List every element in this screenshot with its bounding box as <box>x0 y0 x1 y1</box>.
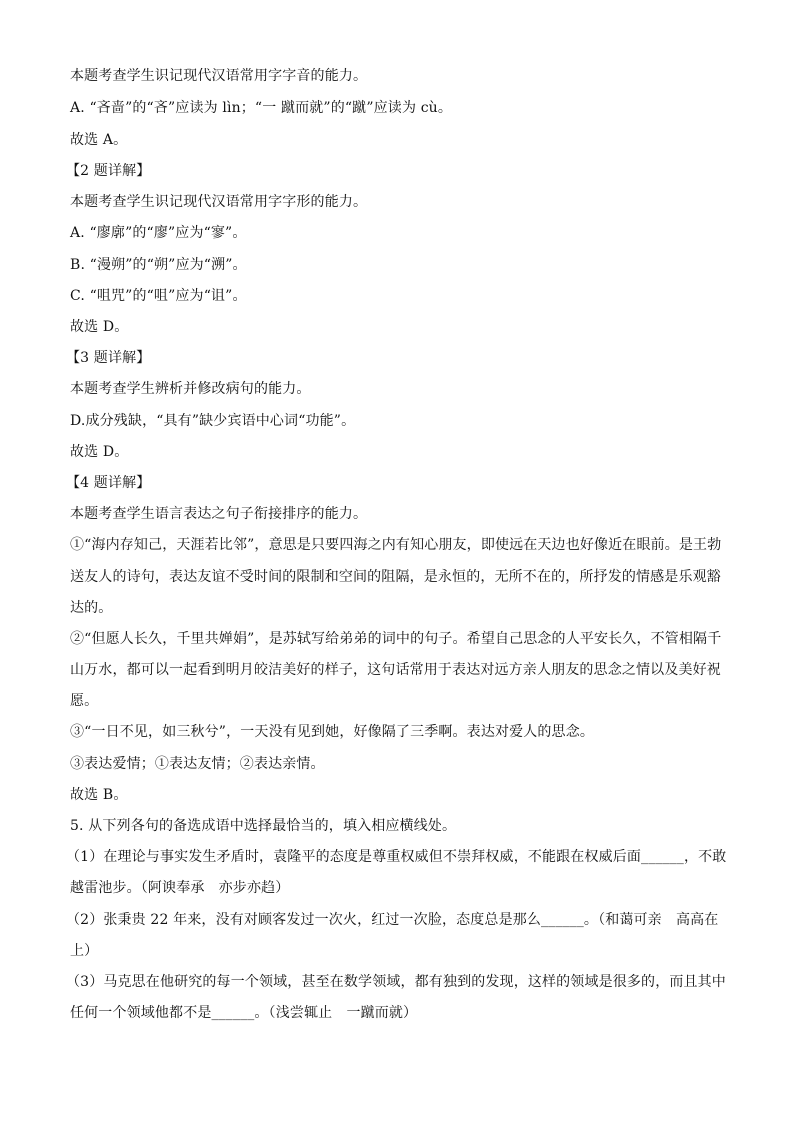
text-line: 故选 D。 <box>70 319 129 335</box>
question-line: （3）马克思在他研究的每一个领域，甚至在数学领域，都有独到的发现，这样的领域是很多的，而且其中 <box>66 974 726 990</box>
question-line: （2）张秉贵 22 年来，没有对顾客发过一次火，红过一次脸，态度总是那么______。（和蔼可亲 高高在 <box>66 912 719 928</box>
text-line: A. “廖廓”的“廖”应为“寥”。 <box>70 225 247 241</box>
question-line: 越雷池步。（阿谀奉承 亦步亦趋） <box>70 880 290 896</box>
question-line: （1）在理论与事实发生矛盾时，袁隆平的态度是尊重权威但不崇拜权威，不能跟在权威后面______，不敢 <box>66 849 727 865</box>
section-heading: 【3 题详解】 <box>66 350 151 366</box>
text-line: 本题考查学生识记现代汉语常用字字形的能力。 <box>70 194 368 210</box>
question-line: 上） <box>70 943 99 959</box>
text-line: 山万水，都可以一起看到明月皎洁美好的样子，这句话常用于表达对远方亲人朋友的思念之情以及美好祝 <box>70 662 721 678</box>
question-line: 5. 从下列各句的备选成语中选择最恰当的，填入相应横线处。 <box>70 818 457 834</box>
text-line: 达的。 <box>70 600 113 616</box>
text-line: 本题考查学生辨析并修改病句的能力。 <box>70 381 311 397</box>
text-line: ③表达爱情；①表达友情；②表达亲情。 <box>70 756 325 772</box>
text-line: ③“一日不见，如三秋兮”，一天没有见到她，好像隔了三季啊。表达对爱人的思念。 <box>70 724 595 740</box>
text-line: B. “漫朔”的“朔”应为“溯”。 <box>70 257 247 273</box>
text-line: ①“海内存知己，天涯若比邻”，意思是只要四海之内有知心朋友，即使远在天边也好像近在眼前。是王勃 <box>70 537 722 553</box>
text-line: 故选 D。 <box>70 444 129 460</box>
text-line: A. “吝啬”的“吝”应读为 lìn；“一 蹴而就”的“蹴”应读为 cù。 <box>70 100 452 116</box>
text-line: C. “咀咒”的“咀”应为“诅”。 <box>70 288 247 304</box>
text-line: 故选 A。 <box>70 132 128 148</box>
text-line: 愿。 <box>70 693 99 709</box>
text-line: 本题考查学生语言表达之句子衔接排序的能力。 <box>70 506 368 522</box>
question-line: 任何一个领域他都不是______。（浅尝辄止 一蹴而就） <box>70 1005 418 1021</box>
section-heading: 【4 题详解】 <box>66 475 151 491</box>
text-line: 送友人的诗句，表达友谊不受时间的限制和空间的阻隔，是永恒的，无所不在的，所抒发的情感是乐观豁 <box>70 569 721 585</box>
section-heading: 【2 题详解】 <box>66 163 151 179</box>
text-line: 本题考查学生识记现代汉语常用字字音的能力。 <box>70 68 368 84</box>
text-line: 故选 B。 <box>70 787 128 803</box>
text-line: D.成分残缺，“具有”缺少宾语中心词“功能”。 <box>70 413 356 429</box>
text-line: ②“但愿人长久，千里共婵娟”，是苏轼写给弟弟的词中的句子。希望自己思念的人平安长久，不管相隔千 <box>70 631 722 647</box>
